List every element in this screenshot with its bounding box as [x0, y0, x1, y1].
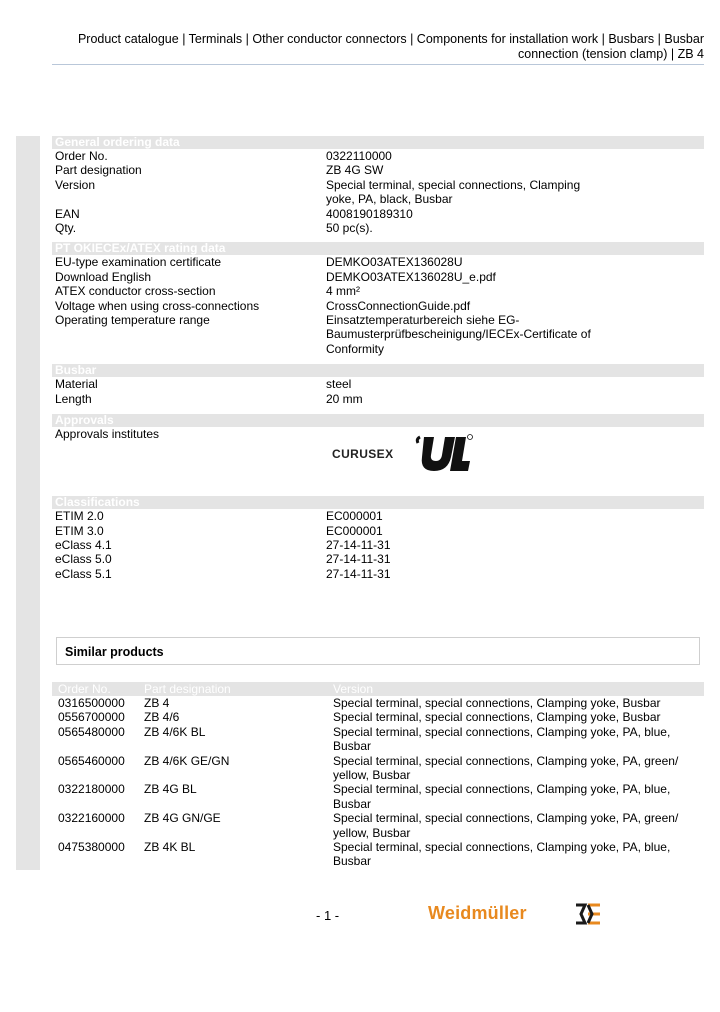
product-details: [52, 136, 704, 581]
detail-row: [52, 567, 704, 581]
detail-value: 27-14-11-31: [326, 552, 391, 567]
detail-value: EC000001: [326, 509, 383, 524]
table-row[interactable]: [52, 811, 704, 840]
detail-label: eClass 5.0: [55, 552, 112, 567]
table-row[interactable]: [52, 696, 704, 710]
breadcrumb: [64, 32, 704, 62]
general-ordering-section: [52, 136, 704, 235]
section-title: General ordering data: [52, 136, 704, 149]
detail-value: Einsatztemperaturbereich siehe EG-Baumusterprüfbescheinigung/IECEx-Certificate of Conformity: [326, 313, 591, 356]
brand-mark-icon: [574, 902, 602, 926]
detail-label: Order No.: [55, 149, 108, 163]
table-row[interactable]: [52, 840, 704, 869]
part-cell: ZB 4K BL: [144, 840, 196, 855]
page-number: - 1 -: [316, 908, 340, 923]
detail-label: Download English: [55, 269, 152, 284]
atex-rating-section: [52, 242, 704, 356]
version-cell: Special terminal, special connections, Clamping yoke, PA, blue, Busbar: [333, 724, 671, 754]
section-title: Approvals: [52, 414, 704, 427]
table-row[interactable]: [52, 710, 704, 724]
detail-label: ETIM 3.0: [55, 523, 104, 538]
detail-row: [52, 255, 704, 269]
section-title: PT OKIECEx/ATEX rating data: [52, 242, 704, 255]
detail-row: [52, 299, 704, 313]
weidmuller-logo: [428, 900, 608, 928]
detail-row: [52, 392, 704, 406]
detail-row: [52, 207, 704, 221]
order-no-cell: 0556700000: [58, 710, 125, 725]
part-cell: ZB 4: [144, 696, 170, 710]
detail-label: Length: [55, 391, 92, 406]
detail-value: Special terminal, special connections, Clamping yoke, PA, black, Busbar: [326, 177, 581, 207]
detail-label: Material: [55, 377, 98, 392]
download-link[interactable]: DEMKO03ATEX136028U_e.pdf: [326, 269, 496, 284]
detail-value: steel: [326, 377, 352, 392]
order-no-cell: 0565460000: [58, 753, 125, 768]
version-cell: Special terminal, special connections, Clamping yoke, PA, green/ yellow, Busbar: [333, 753, 679, 783]
table-row[interactable]: [52, 754, 704, 783]
detail-label: eClass 5.1: [55, 566, 112, 581]
header-version: Version: [333, 682, 374, 696]
detail-row: [52, 377, 704, 391]
detail-value: DEMKO03ATEX136028U: [326, 255, 463, 270]
part-cell: ZB 4G GN/GE: [144, 811, 221, 826]
classifications-section: [52, 496, 704, 581]
order-no-cell: 0322160000: [58, 811, 125, 826]
version-cell: Special terminal, special connections, Clamping yoke, Busbar: [333, 710, 661, 725]
detail-label: EU-type examination certificate: [55, 255, 222, 270]
section-title: Classifications: [52, 496, 704, 509]
breadcrumb-divider: [52, 64, 704, 65]
version-cell: Special terminal, special connections, Clamping yoke, PA, blue, Busbar: [333, 782, 671, 811]
detail-row: [52, 221, 704, 235]
detail-label: EAN: [55, 206, 80, 221]
detail-row: [52, 178, 704, 207]
part-cell: ZB 4G BL: [144, 782, 197, 797]
detail-value: 50 pc(s).: [326, 221, 373, 236]
brand-name: Weidmüller: [428, 903, 527, 923]
detail-label: Qty.: [55, 221, 77, 236]
order-no-cell: 0316500000: [58, 696, 125, 710]
cross-connection-guide-link[interactable]: CrossConnectionGuide.pdf: [326, 298, 471, 313]
detail-value: 27-14-11-31: [326, 566, 391, 581]
similar-products-header: [56, 637, 700, 665]
part-cell: ZB 4/6K BL: [144, 724, 206, 739]
similar-products-title: Similar products: [65, 645, 164, 659]
part-cell: ZB 4/6K GE/GN: [144, 753, 230, 768]
detail-row: [52, 163, 704, 177]
table-row[interactable]: [52, 725, 704, 754]
approvals-section: [52, 414, 704, 495]
order-no-cell: 0565480000: [58, 724, 125, 739]
detail-value: 4 mm²: [326, 284, 360, 299]
detail-label: eClass 4.1: [55, 537, 112, 552]
part-cell: ZB 4/6: [144, 710, 180, 725]
table-row[interactable]: [52, 782, 704, 811]
detail-row: [52, 509, 704, 523]
header-part-designation: Part designation: [144, 682, 231, 696]
busbar-section: [52, 364, 704, 406]
approvals-row: [52, 427, 704, 495]
detail-label: ETIM 2.0: [55, 509, 104, 524]
detail-label: Approvals institutes: [55, 427, 160, 442]
breadcrumb-line-1[interactable]: Product catalogue | Terminals | Other conductor connectors | Components for installation work | Busbars | Busbar: [77, 32, 704, 46]
detail-row: [52, 524, 704, 538]
detail-label: Voltage when using cross-connections: [55, 298, 260, 313]
order-no-cell: 0475380000: [58, 840, 125, 855]
detail-value: 27-14-11-31: [326, 537, 391, 552]
version-cell: Special terminal, special connections, Clamping yoke, PA, blue, Busbar: [333, 840, 671, 869]
detail-value: 4008190189310: [326, 206, 413, 221]
detail-label: Operating temperature range: [55, 313, 210, 328]
version-cell: Special terminal, special connections, Clamping yoke, PA, green/ yellow, Busbar: [333, 811, 679, 840]
curusex-logo: CURUSEX: [332, 447, 394, 462]
detail-row: [52, 149, 704, 163]
left-margin-bar: [16, 136, 40, 870]
breadcrumb-line-2[interactable]: connection (tension clamp) | ZB 4: [518, 47, 704, 61]
detail-value: ZB 4G SW: [326, 163, 384, 178]
detail-value: 20 mm: [326, 391, 363, 406]
detail-label: ATEX conductor cross-section: [55, 284, 216, 299]
detail-value: EC000001: [326, 523, 383, 538]
detail-row: [52, 270, 704, 284]
detail-label: Part designation: [55, 163, 142, 178]
header-order-no: Order No.: [58, 682, 111, 696]
detail-row: [52, 538, 704, 552]
order-no-cell: 0322180000: [58, 782, 125, 797]
detail-row: [52, 552, 704, 566]
detail-row: [52, 313, 704, 356]
detail-row: [52, 284, 704, 298]
section-title: Busbar: [52, 364, 704, 377]
similar-products-table: [52, 682, 704, 869]
table-header: [52, 682, 704, 696]
detail-value: 0322110000: [326, 149, 392, 163]
detail-label: Version: [55, 177, 96, 192]
version-cell: Special terminal, special connections, Clamping yoke, Busbar: [333, 696, 661, 710]
ul-recognized-icon: [414, 433, 474, 475]
